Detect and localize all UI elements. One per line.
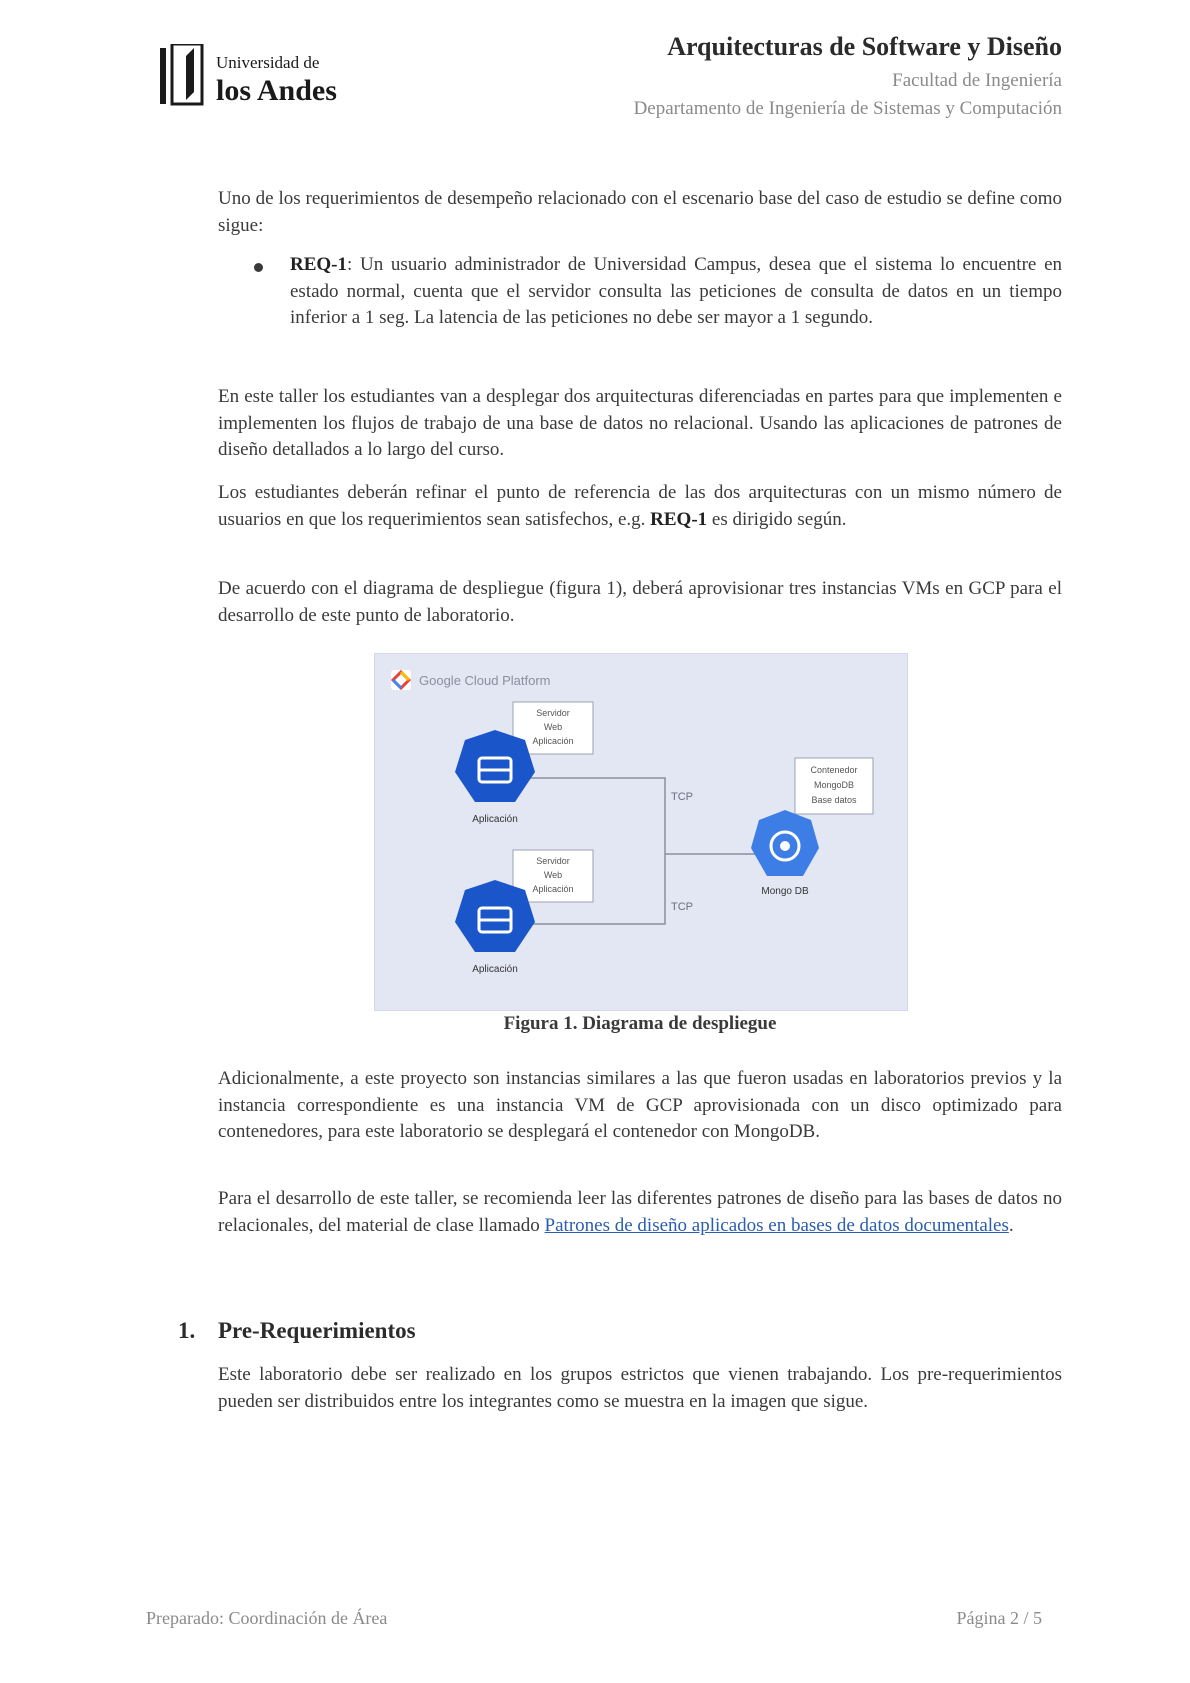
paragraph-deployment: De acuerdo con el diagrama de despliegue (figura 1), deberá aprovisionar tres instancias VMs en GCP para el desarrollo de este punto de laboratorio. <box>218 578 1062 626</box>
university-logo <box>160 44 370 108</box>
paragraph-architectures: En este taller los estudiantes van a desplegar dos arquitecturas diferenciadas en partes para que implementen e implementen los flujos de trabajo de una base de datos no relacional. Usando las aplicaciones de patrones de diseño detallados a lo largo del curso. <box>218 386 1062 460</box>
faculty-name: Facultad de Ingeniería <box>892 70 1062 91</box>
figure-caption: Figura 1. Diagrama de despliegue <box>503 1013 777 1034</box>
deployment-diagram-svg <box>375 654 907 1010</box>
compute-node-2 <box>455 880 535 975</box>
paragraph-reference <box>218 480 1062 533</box>
svg-text:Contenedor: Contenedor <box>810 765 858 775</box>
patterns-link[interactable]: Patrones de diseño aplicados en bases de datos documentales <box>544 1214 1009 1236</box>
database-node <box>751 810 819 897</box>
project-label: Google Cloud Platform <box>419 673 551 688</box>
gcp-icon <box>391 670 411 690</box>
compute-node-1-label: Aplicación <box>472 814 518 825</box>
paragraph-patterns-text: Para el desarrollo de este taller, se recomienda leer las diferentes patrones de diseño para las bases de datos no relacionales, del material de clase llamado <box>218 1188 1062 1236</box>
section-title: Pre-Requerimientos <box>218 1318 416 1343</box>
requirement-label: REQ-1 <box>290 254 347 275</box>
requirement-item <box>290 252 1062 332</box>
svg-text:Servidor: Servidor <box>536 708 570 718</box>
course-title: Arquitecturas de Software y Diseño <box>667 32 1062 61</box>
paragraph-patterns <box>218 1186 1062 1239</box>
svg-text:Base datos: Base datos <box>811 795 857 805</box>
paragraph-reference-text: Los estudiantes deberán refinar el punto de referencia de las dos arquitecturas con un mismo número de usuarios en que los requerimientos sean satisfechos, e.g. <box>218 482 1062 530</box>
footer-page-number: Página 2 / 5 <box>956 1608 1042 1628</box>
department-name: Departamento de Ingeniería de Sistemas y Computación <box>633 98 1062 119</box>
svg-text:Servidor: Servidor <box>536 856 570 866</box>
paragraph-patterns-end: . <box>1008 1214 1014 1236</box>
paragraph-reference-end: es dirigido según. <box>707 508 847 530</box>
database-node-label: Mongo DB <box>761 886 809 897</box>
logo-text-line2: los Andes <box>216 74 337 107</box>
section-number: 1. <box>178 1318 196 1343</box>
deployment-diagram <box>374 653 908 1011</box>
link-label-bottom: TCP <box>671 901 693 913</box>
paragraph-instances: Adicionalmente, a este proyecto son instancias similares a las que fueron usadas en laboratorios previos y la instancia correspondiente es una instancia VM de GCP aprovisionada con un disco optimizado para contenedores, para este laboratorio se desplegará el contenedor con MongoDB. <box>218 1068 1062 1142</box>
note-database <box>795 758 873 814</box>
svg-text:Aplicación: Aplicación <box>532 736 574 746</box>
footer-author: Preparado: Coordinación de Área <box>146 1608 388 1628</box>
requirement-ref: REQ-1 <box>650 508 708 530</box>
paragraph-prerequisites: Este laboratorio debe ser realizado en los grupos estrictos que vienen trabajando. Los pre-requerimientos pueden ser distribuidos entre los integrantes como se muestra en la imagen que sigue. <box>218 1364 1062 1412</box>
compute-node-1 <box>455 730 535 825</box>
svg-text:Web: Web <box>543 722 563 732</box>
bullet-marker <box>254 263 263 272</box>
intro-paragraph: Uno de los requerimientos de desempeño relacionado con el escenario base del caso de estudio se define como sigue: <box>218 188 1062 236</box>
svg-text:Web: Web <box>543 870 563 880</box>
svg-text:Aplicación: Aplicación <box>532 884 574 894</box>
link-label-top: TCP <box>671 791 693 803</box>
logo-text-line1: Universidad de <box>216 53 320 72</box>
svg-text:MongoDB: MongoDB <box>813 780 855 790</box>
requirement-text: : Un usuario administrador de Universidad Campus, desea que el sistema lo encuentre en estado normal, cuenta que el servidor consulta las peticiones de consulta de datos en un tiempo inferior a 1 seg. La latencia de las peticiones no debe ser mayor a 1 segundo. <box>290 254 1062 328</box>
compute-node-2-label: Aplicación <box>472 964 518 975</box>
